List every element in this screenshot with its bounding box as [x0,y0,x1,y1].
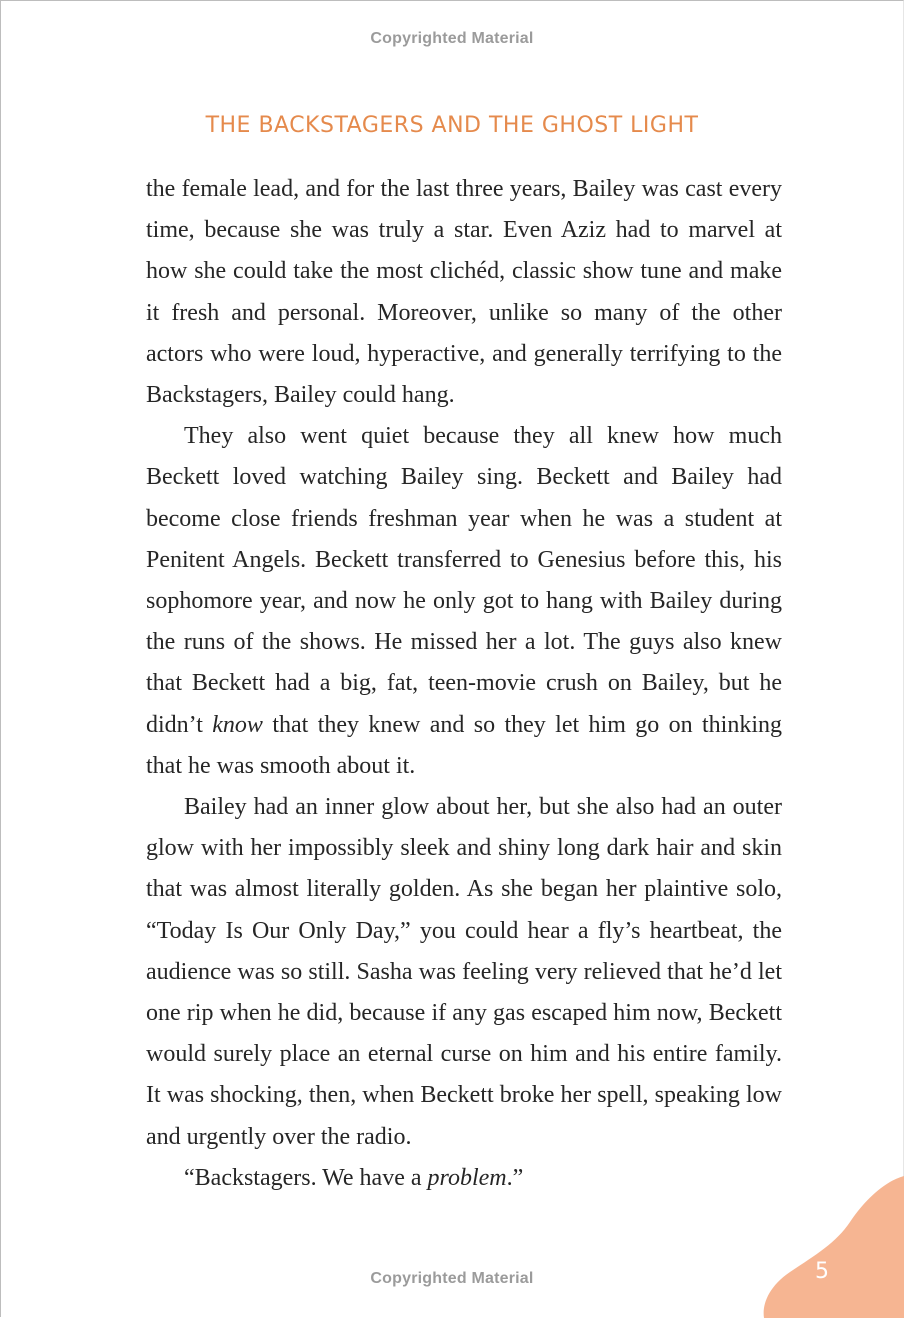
paragraph-4 [146,1158,782,1199]
paragraph-4-part-1: “Backstagers. We have a [184,1164,428,1191]
paragraph-3: Bailey had an inner glow about her, but she also had an outer glow with her impossibly sleek and shiny long dark hair and skin that was almost literally golden. As she began her plaintive solo, “Today Is Our Only Day,” you could hear a fly’s heartbeat, the audience was so still. Sasha was feeling very relieved that he’d let one rip when he did, because if any gas escaped him now, Beckett would surely place an eternal curse on him and his entire family. It was shocking, then, when Beckett broke her spell, speaking low and urgently over the radio. [146,794,782,1150]
page-number: 5 [815,1259,829,1284]
paragraph-4-emphasis: problem [427,1164,507,1191]
copyright-watermark-top: Copyrighted Material [370,30,534,47]
paragraph-2 [146,416,782,787]
running-head: THE BACKSTAGERS AND THE GHOST LIGHT [205,113,699,138]
paragraph-4-part-2: .” [506,1164,524,1191]
paragraph-2-part-1: They also went quiet because they all knew how much Beckett loved watching Bailey sing. Beckett and Bailey had become close friends freshman year when he was a student at Penitent Angels. Beckett transferred to Genesius before this, his sophomore year, and now he only got to hang with Bailey during the runs of the shows. He missed her a lot. The guys also knew that Beckett had a big, fat, teen-movie crush on Bailey, but he didn’t [146,423,782,738]
page-corner-tab-shape [754,1168,904,1318]
paragraph-2-emphasis: know [212,711,263,738]
copyright-watermark-bottom: Copyrighted Material [370,1270,534,1287]
body-text [146,169,782,1199]
paragraph-1: the female lead, and for the last three years, Bailey was cast every time, because she was truly a star. Even Aziz had to marvel at how she could take the most clichéd, classic show tune and make it fresh and personal. Moreover, unlike so many of the other actors who were loud, hyperactive, and generally terrifying to the Backstagers, Bailey could hang. [146,176,782,409]
paragraph-2-part-2: that they knew and so they let him go on thinking that he was smooth about it. [146,711,782,779]
